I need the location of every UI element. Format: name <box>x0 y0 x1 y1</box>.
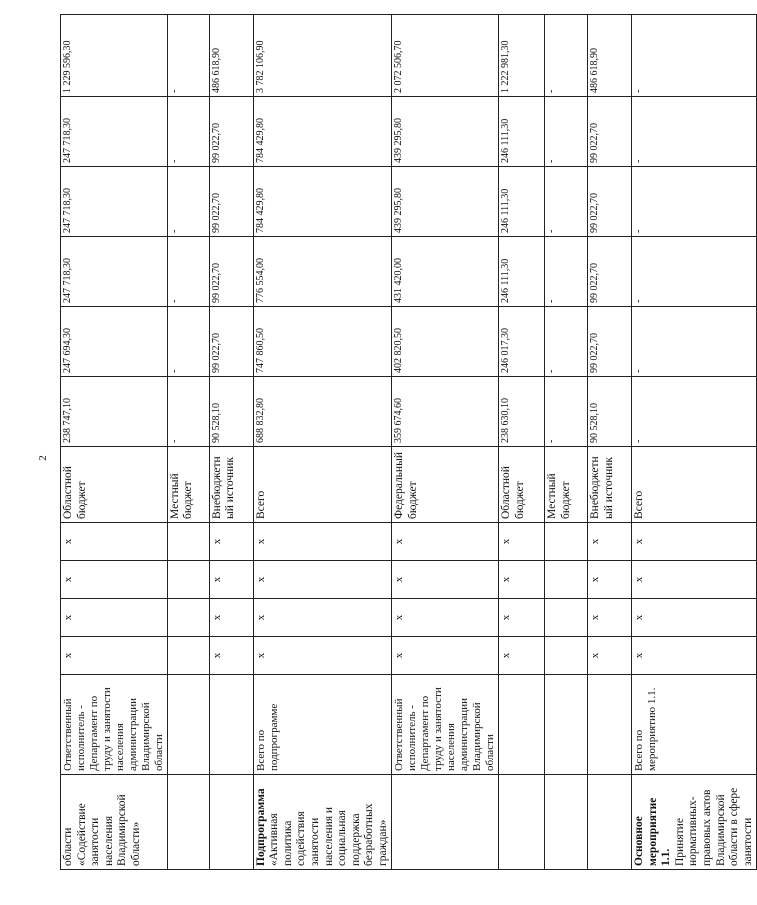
code-mark-cell: x <box>499 599 545 637</box>
executor-cell: Ответственный исполнитель - Департамент по труду и занятости населения администрации Владимирской области <box>392 675 499 775</box>
year-value-cell: 246 111,30 <box>499 237 545 307</box>
code-mark-cell: x <box>632 599 757 637</box>
year-value-cell: 246 111,30 <box>499 97 545 167</box>
year-value-cell: 99 022,70 <box>209 237 253 307</box>
program-name-cell <box>61 775 168 870</box>
year-value-cell: 238 630,10 <box>499 377 545 447</box>
code-mark-cell: x <box>61 599 168 637</box>
funding-source-cell: Всего <box>253 447 392 523</box>
funding-source-cell: Областной бюджет <box>499 447 545 523</box>
code-mark-cell: x <box>392 637 499 675</box>
year-value-cell: - <box>632 237 757 307</box>
code-mark-cell <box>167 637 209 675</box>
code-mark-cell: x <box>499 561 545 599</box>
year-value-cell: 247 718,30 <box>61 167 168 237</box>
program-name-cell <box>392 775 499 870</box>
code-mark-cell: x <box>209 637 253 675</box>
year-value-cell: 688 832,80 <box>253 377 392 447</box>
funding-source-cell: Внебюджетный источник <box>209 447 253 523</box>
table-row <box>632 15 757 870</box>
code-mark-cell: x <box>392 561 499 599</box>
year-value-cell: 247 718,30 <box>61 97 168 167</box>
code-mark-cell: x <box>499 523 545 561</box>
year-value-cell: 784 429,80 <box>253 167 392 237</box>
code-mark-cell: x <box>588 637 632 675</box>
table-row <box>167 15 209 870</box>
table-row <box>499 15 545 870</box>
table-row <box>209 15 253 870</box>
code-mark-cell: x <box>392 523 499 561</box>
code-mark-cell: x <box>209 561 253 599</box>
code-mark-cell: x <box>499 637 545 675</box>
code-mark-cell <box>167 599 209 637</box>
year-value-cell: - <box>545 97 588 167</box>
total-value-cell: 486 618,90 <box>209 15 253 97</box>
executor-cell <box>545 675 588 775</box>
code-mark-cell: x <box>253 523 392 561</box>
year-value-cell: 431 420,00 <box>392 237 499 307</box>
year-value-cell: - <box>632 377 757 447</box>
table-row <box>545 15 588 870</box>
total-value-cell: 3 782 106,90 <box>253 15 392 97</box>
year-value-cell: - <box>632 167 757 237</box>
year-value-cell: 359 674,60 <box>392 377 499 447</box>
year-value-cell: 247 694,30 <box>61 307 168 377</box>
code-mark-cell: x <box>588 561 632 599</box>
table-body <box>61 15 757 870</box>
program-name-cell <box>588 775 632 870</box>
year-value-cell: - <box>167 377 209 447</box>
code-mark-cell: x <box>253 637 392 675</box>
program-heading: Основное мероприятие 1.1. <box>633 797 673 866</box>
funding-source-cell: Местный бюджет <box>545 447 588 523</box>
code-mark-cell: x <box>61 637 168 675</box>
code-mark-cell <box>167 523 209 561</box>
executor-cell: Ответственный исполнитель - Департамент по труду и занятости населения администрации Владимирской области <box>61 675 168 775</box>
year-value-cell: - <box>545 237 588 307</box>
code-mark-cell: x <box>61 561 168 599</box>
code-mark-cell: x <box>632 523 757 561</box>
code-mark-cell: x <box>588 523 632 561</box>
year-value-cell: - <box>167 237 209 307</box>
code-mark-cell: x <box>253 599 392 637</box>
program-name-cell <box>209 775 253 870</box>
total-value-cell: 2 072 506,70 <box>392 15 499 97</box>
code-mark-cell: x <box>588 599 632 637</box>
year-value-cell: 99 022,70 <box>588 167 632 237</box>
executor-cell: Всего по подпрограмме <box>253 675 392 775</box>
year-value-cell: 99 022,70 <box>209 307 253 377</box>
table-row <box>253 15 392 870</box>
code-mark-cell <box>545 599 588 637</box>
year-value-cell: - <box>545 167 588 237</box>
funding-source-cell: Всего <box>632 447 757 523</box>
program-name-cell <box>632 775 757 870</box>
code-mark-cell: x <box>392 599 499 637</box>
year-value-cell: 90 528,10 <box>588 377 632 447</box>
total-value-cell: 1 229 596,30 <box>61 15 168 97</box>
budget-table <box>60 14 757 870</box>
year-value-cell: - <box>632 97 757 167</box>
table-row <box>588 15 632 870</box>
year-value-cell: 747 860,50 <box>253 307 392 377</box>
funding-source-cell: Областной бюджет <box>61 447 168 523</box>
year-value-cell: 784 429,80 <box>253 97 392 167</box>
code-mark-cell <box>545 637 588 675</box>
year-value-cell: - <box>167 167 209 237</box>
year-value-cell: 90 528,10 <box>209 377 253 447</box>
year-value-cell: 402 820,50 <box>392 307 499 377</box>
funding-source-cell: Внебюджетный источник <box>588 447 632 523</box>
code-mark-cell: x <box>61 523 168 561</box>
table-row <box>61 15 168 870</box>
program-name-cell <box>253 775 392 870</box>
code-mark-cell: x <box>632 637 757 675</box>
program-name-cell <box>499 775 545 870</box>
table-row <box>392 15 499 870</box>
code-mark-cell: x <box>209 599 253 637</box>
year-value-cell: - <box>167 97 209 167</box>
year-value-cell: - <box>545 307 588 377</box>
total-value-cell: - <box>632 15 757 97</box>
year-value-cell: 99 022,70 <box>209 97 253 167</box>
program-name-cell <box>545 775 588 870</box>
total-value-cell: - <box>167 15 209 97</box>
year-value-cell: 439 295,80 <box>392 167 499 237</box>
year-value-cell: 439 295,80 <box>392 97 499 167</box>
code-mark-cell <box>545 561 588 599</box>
year-value-cell: 99 022,70 <box>588 97 632 167</box>
year-value-cell: - <box>632 307 757 377</box>
funding-source-cell: Федеральный бюджет <box>392 447 499 523</box>
year-value-cell: 246 017,30 <box>499 307 545 377</box>
code-mark-cell <box>167 561 209 599</box>
rotated-table-wrapper <box>60 15 754 870</box>
code-mark-cell: x <box>632 561 757 599</box>
program-heading: Подпрограмма <box>254 788 267 866</box>
executor-cell <box>499 675 545 775</box>
executor-cell: Всего по мероприятию 1.1. <box>632 675 757 775</box>
code-mark-cell: x <box>253 561 392 599</box>
year-value-cell: 99 022,70 <box>588 237 632 307</box>
executor-cell <box>167 675 209 775</box>
program-name: «Активная политика содействия занятости населения и социальная поддержка безработных граждан» <box>268 803 389 866</box>
program-name-cell <box>167 775 209 870</box>
program-name: области «Содействие занятости населения Владимирской области» <box>62 794 142 866</box>
year-value-cell: 238 747,10 <box>61 377 168 447</box>
executor-cell <box>588 675 632 775</box>
year-value-cell: - <box>167 307 209 377</box>
total-value-cell: - <box>545 15 588 97</box>
code-mark-cell: x <box>209 523 253 561</box>
executor-cell <box>209 675 253 775</box>
page-number: 2 <box>36 455 49 461</box>
total-value-cell: 1 222 981,30 <box>499 15 545 97</box>
year-value-cell: 246 111,30 <box>499 167 545 237</box>
total-value-cell: 486 618,90 <box>588 15 632 97</box>
year-value-cell: 99 022,70 <box>588 307 632 377</box>
year-value-cell: - <box>545 377 588 447</box>
code-mark-cell <box>545 523 588 561</box>
year-value-cell: 247 718,30 <box>61 237 168 307</box>
year-value-cell: 99 022,70 <box>209 167 253 237</box>
funding-source-cell: Местный бюджет <box>167 447 209 523</box>
program-name: Принятие нормативных-правовых актов Владимирской области в сфере занятости <box>673 787 754 866</box>
year-value-cell: 776 554,00 <box>253 237 392 307</box>
